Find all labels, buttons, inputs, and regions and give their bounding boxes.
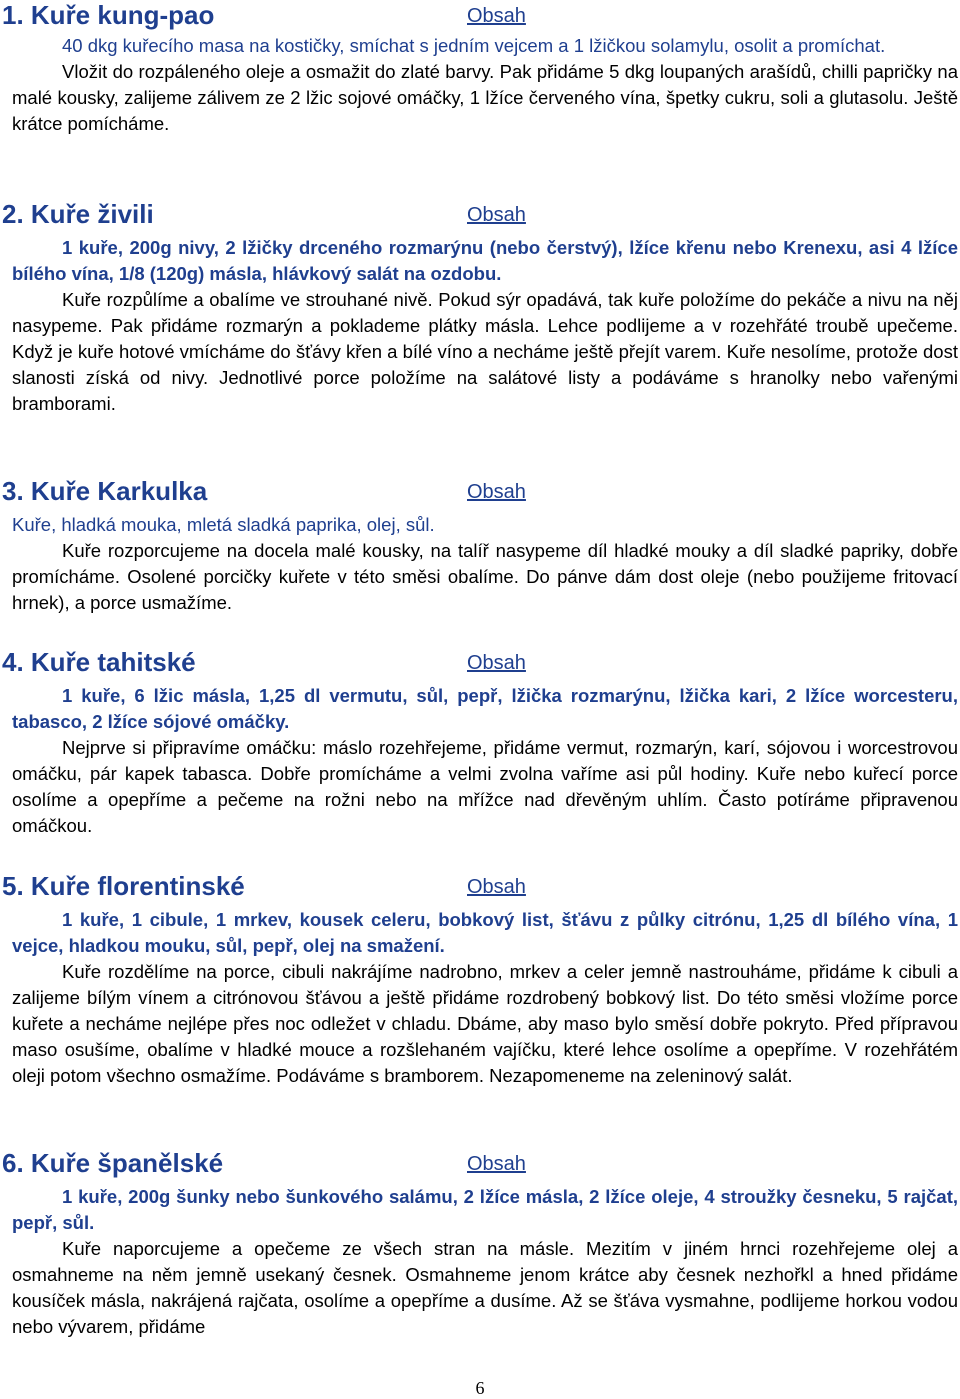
recipe-ingredients: 1 kuře, 200g nivy, 2 lžičky drceného rozmarýnu (nebo čerstvý), lžíce křenu nebo Krenexu, asi 4 lžíce bílého vína, 1/8 (120g) másla, hlávkový salát na ozdobu. — [12, 237, 958, 284]
recipe-steps: Kuře rozporcujeme na docela malé kousky, na talíř nasypeme díl hladké mouky a díl sladké papriky, dobře promícháme. Osolené porcičky kuřete v této směsi obalíme. Do pánve dám dost oleje (nebo použijeme fritovací hrnek), a porce usmažíme. — [12, 540, 958, 613]
recipe-4 — [2, 647, 958, 839]
recipe-2-header — [2, 199, 958, 231]
recipe-steps: Kuře rozdělíme na porce, cibuli nakrájíme nadrobno, mrkev a celer jemně nastrouháme, přidáme k cibuli a zalijeme bílým vínem a citrónovou šťávou a ještě přidáme rozdrobený bobkový list. Do této směsi vložíme porce kuřete a necháme nejlépe přes noc odležet v chladu. Dbáme, aby maso bylo směsí dobře pokryto. Před přípravou maso osušíme, obalíme v hladké mouce a rozšlehaném vajíčku, které lehce osolíme a opepříme. V rozehřátém oleji potom všechno osmažíme. Podáváme s bramborem. Nezapomeneme na zeleninový salát. — [12, 961, 958, 1086]
recipe-5 — [2, 871, 958, 1089]
recipe-3-header — [2, 476, 958, 508]
contents-link[interactable]: Obsah — [467, 481, 526, 503]
recipe-4-header — [2, 647, 958, 679]
recipe-2 — [2, 199, 958, 417]
recipe-steps: Vložit do rozpáleného oleje a osmažit do zlaté barvy. Pak přidáme 5 dkg loupaných arašídů, chilli papričky na malé kousky, zalijeme zálivem ze 2 lžic sojové omáčky, 1 lžíce červeného vína, špetky cukru, soli a glutasolu. Ještě krátce pomícháme. — [12, 61, 958, 134]
recipe-title: 4. Kuře tahitské — [2, 647, 196, 677]
recipe-ingredients: 1 kuře, 200g šunky nebo šunkového salámu, 2 lžíce másla, 2 lžíce oleje, 4 stroužky česneku, 5 rajčat, pepř, sůl. — [12, 1186, 958, 1233]
recipe-6 — [2, 1148, 958, 1340]
recipe-title: 3. Kuře Karkulka — [2, 476, 208, 506]
contents-link[interactable]: Obsah — [467, 652, 526, 674]
recipe-6-header — [2, 1148, 958, 1180]
contents-link[interactable]: Obsah — [467, 5, 526, 27]
recipe-title: 6. Kuře španělské — [2, 1148, 224, 1178]
recipe-ingredients: 1 kuře, 6 lžic másla, 1,25 dl vermutu, sůl, pepř, lžička rozmarýnu, lžička kari, 2 lžíce worcesteru, tabasco, 2 lžíce sójové omáčky. — [12, 685, 958, 732]
page-number: 6 — [475, 1378, 485, 1398]
recipe-title: 5. Kuře florentinské — [2, 871, 245, 901]
contents-link[interactable]: Obsah — [467, 1153, 526, 1175]
recipe-title: 2. Kuře živili — [2, 199, 154, 229]
recipe-steps: Nejprve si připravíme omáčku: máslo rozehřejeme, přidáme vermut, rozmarýn, karí, sójovou i worcestrovou omáčku, pár kapek tabasca. Dobře promícháme a velmi zvolna vaříme asi půl hodiny. Kuře nebo kuřecí porce osolíme a opepříme a pečeme na rožni nebo na mřížce nad dřevěným uhlím. Často potíráme připravenou omáčkou. — [12, 737, 958, 836]
recipe-3 — [2, 476, 958, 616]
recipe-1-header — [2, 0, 958, 32]
recipe-steps: Kuře rozpůlíme a obalíme ve strouhané nivě. Pokud sýr opadává, tak kuře položíme do pekáče a nivu na něj nasypeme. Pak přidáme rozmarýn a poklademe plátky másla. Lehce podlijeme a v rozehřáté troubě upečeme. Když je kuře hotové vmícháme do šťávy křen a bílé víno a necháme ještě přejít varem. Kuře nesolíme, protože dost slanosti získá od nivy. Jednotlivé porce položíme na salátové listy a podáváme s hranolky nebo vařenými bramborami. — [12, 289, 958, 414]
recipe-steps: Kuře naporcujeme a opečeme ze všech stran na másle. Mezitím v jiném hrnci rozehřejeme olej a osmahneme na něm jemně usekaný česnek. Osmahneme jenom krátce aby česnek nezhořkl a hned přidáme kousíček másla, nakrájená rajčata, osolíme a opepříme a dusíme. Až se šťáva vysmahne, podlijeme horkou vodou nebo vývarem, přidáme — [12, 1238, 958, 1337]
recipe-ingredients: 40 dkg kuřecího masa na kostičky, smíchat s jedním vejcem a 1 lžičkou solamylu, osolit a promíchat. — [62, 35, 886, 56]
recipe-1 — [2, 0, 958, 137]
recipe-ingredients: Kuře, hladká mouka, mletá sladká paprika, olej, sůl. — [12, 514, 435, 535]
recipe-title: 1. Kuře kung-pao — [2, 0, 215, 30]
recipe-ingredients: 1 kuře, 1 cibule, 1 mrkev, kousek celeru, bobkový list, šťávu z půlky citrónu, 1,25 dl bílého vína, 1 vejce, hladkou mouku, sůl, pepř, olej na smažení. — [12, 909, 958, 956]
contents-link[interactable]: Obsah — [467, 876, 526, 898]
recipe-5-header — [2, 871, 958, 903]
contents-link[interactable]: Obsah — [467, 204, 526, 226]
